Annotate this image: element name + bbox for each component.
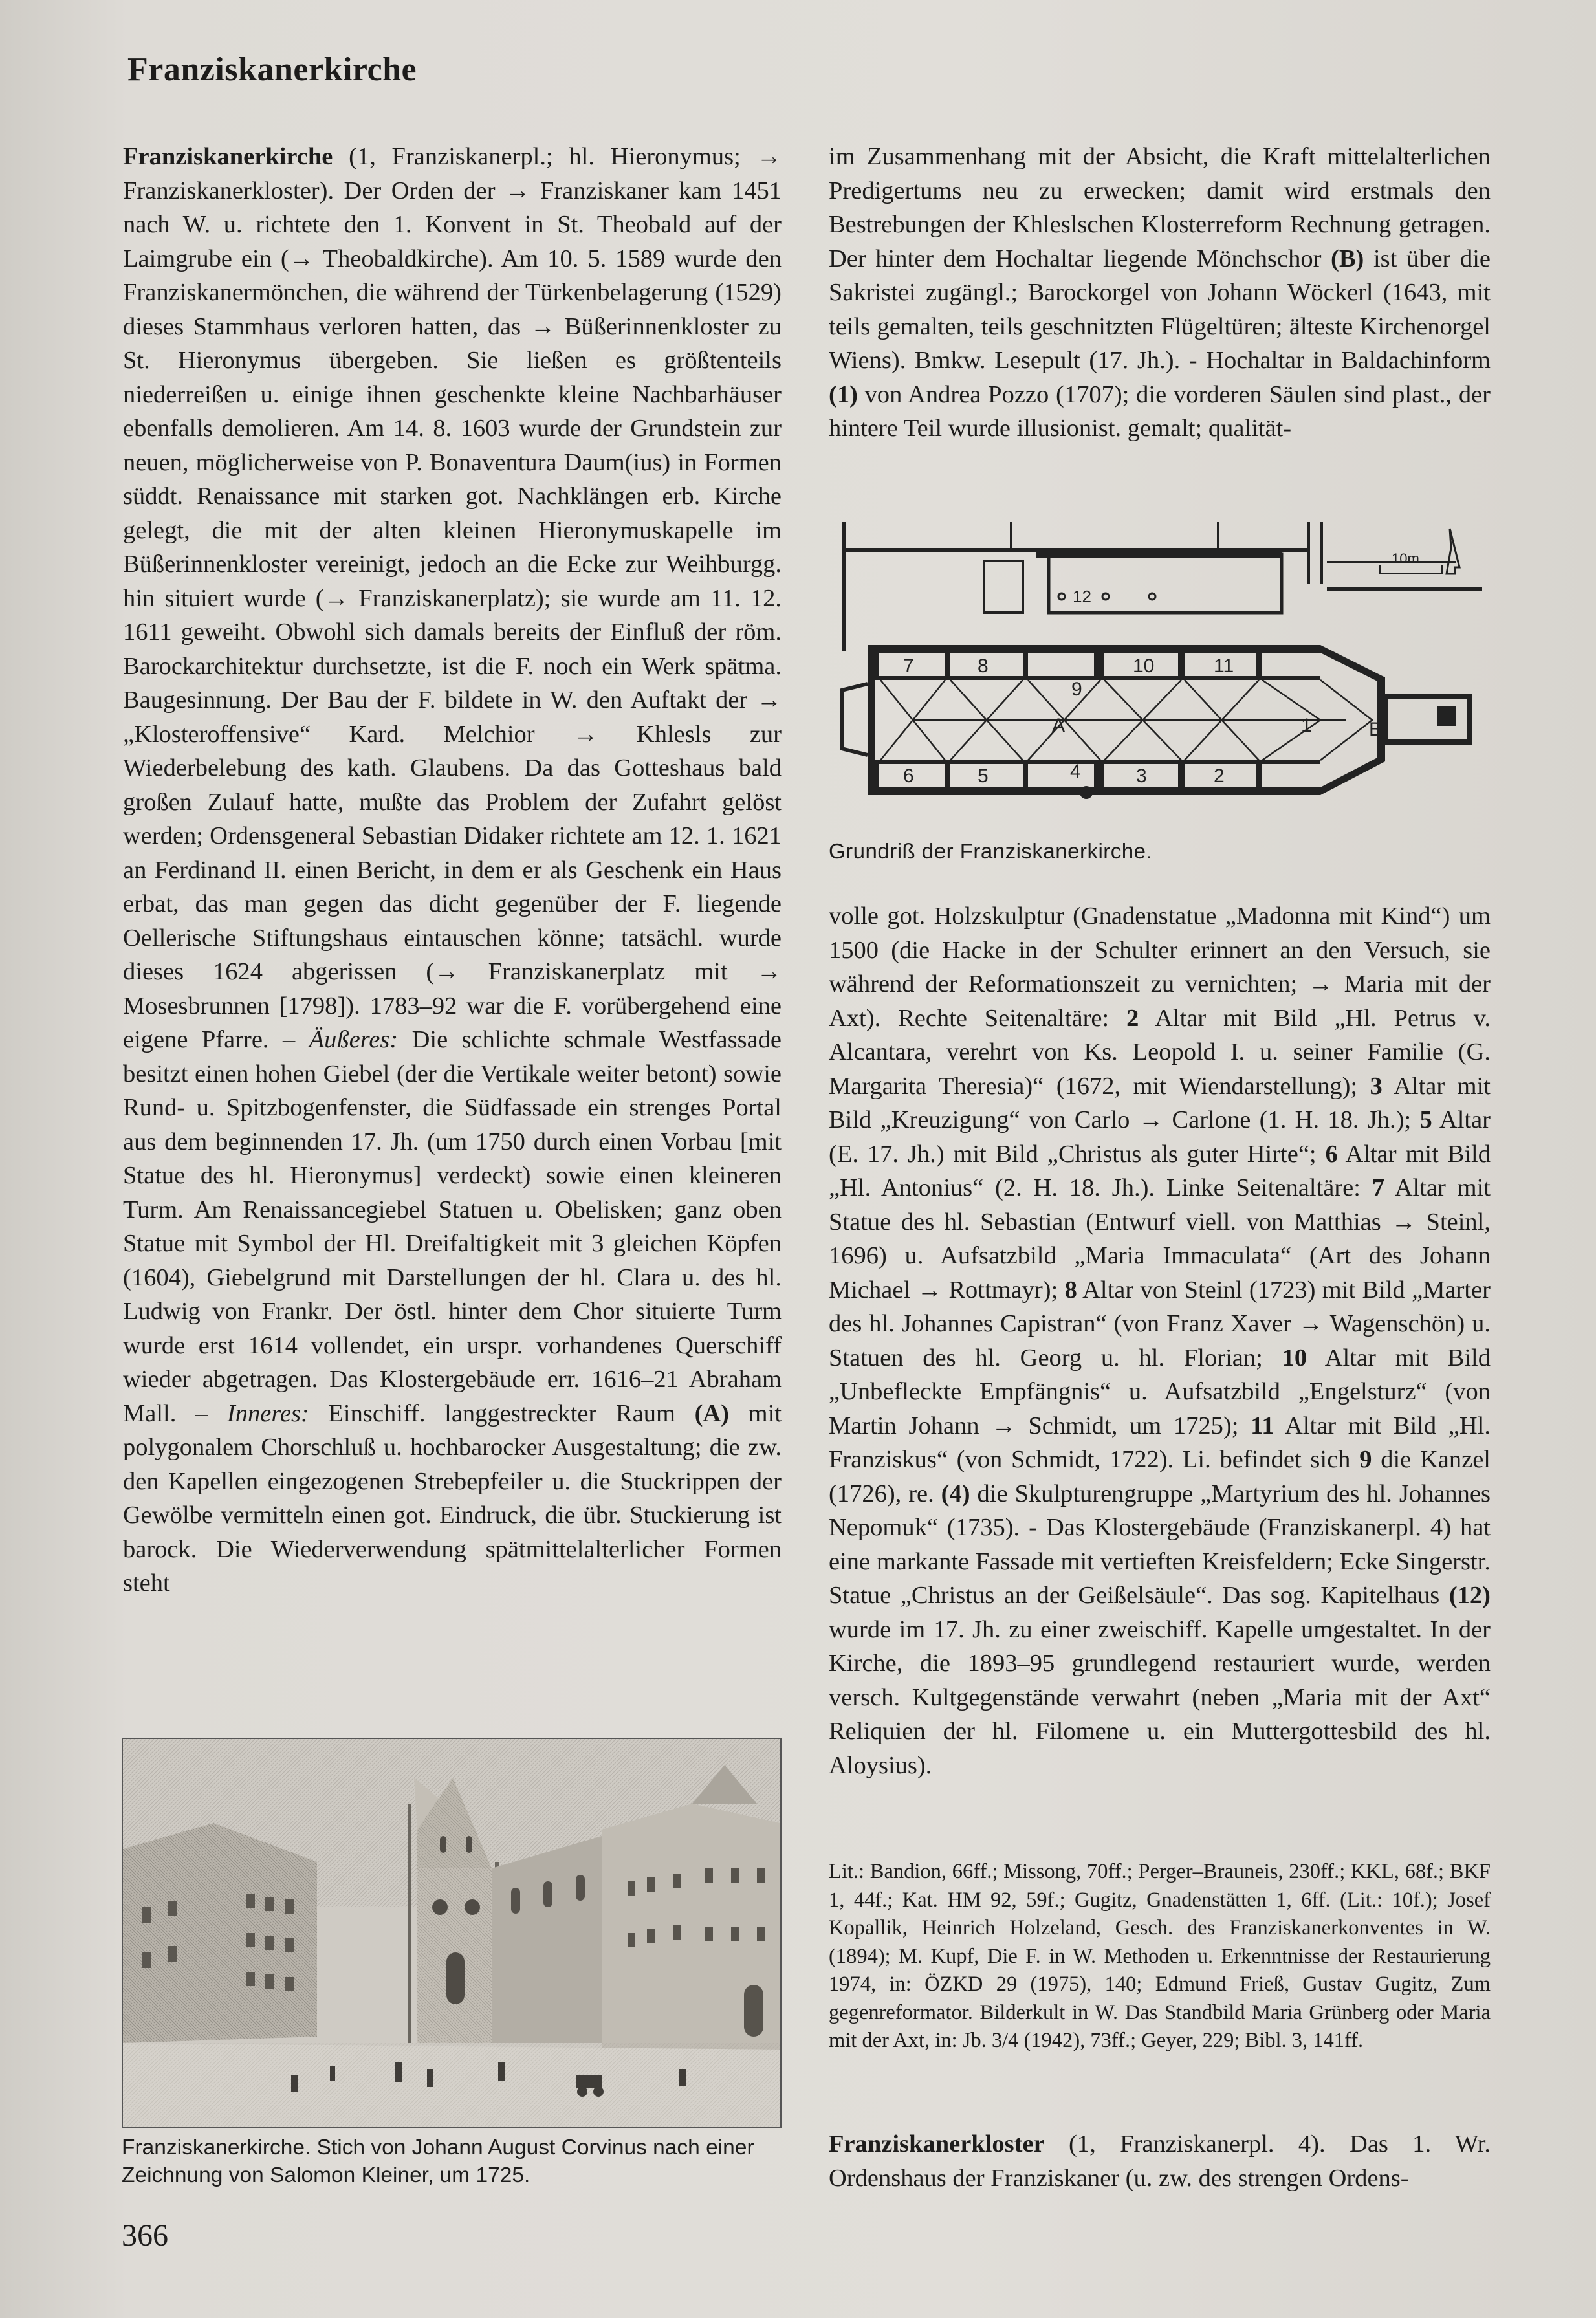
floor-plan-drawing: [829, 522, 1491, 833]
entry-franziskanerkirche: Franziskanerkirche (1, Franziskanerpl.; hl. Hieronymus; → Franziskanerkloster). Der Orden der → Franziskaner kam 1451 nach W. u. richtete den 1. Konvent in St. Theobald auf der Laimgrube ein (→ Theobaldkirche). Am 10. 5. 1589 wurde den Franziskanermönchen, die während der Türkenbelagerung (1529) dieses Stammhaus verloren hatten, das → Büßerinnenkloster zu St. Hieronymus übergeben. Sie ließen es größtenteils niederreißen u. einige ihnen geschenkte kleine Nachbarhäuser ebenfalls demolieren. Am 14. 8. 1603 wurde der Grundstein zur neuen, möglicherweise von P. Bonaventura Daum(ius) in Formen süddt. Renaissance mit starken got. Nachklängen erb. Kirche gelegt, die mit der alten kleinen Hieronymuskapelle im Büßerinnenkloster vereinigt, jedoch an die Ecke zur Weihburgg. hin situiert wurde (→ Franziskanerplatz); sie wurde am 11. 12. 1611 geweiht. Obwohl sich damals bereits der Einfluß der röm. Barockarchitektur durchsetzte, ist die F. noch ein Werk spätma. Baugesinnung. Der Bau der F. bildete in W. den Auftakt der → „Klosteroffensive“ Kard. Melchior → Khlesls zur Wiederbelebung des kath. Glaubens. Da das Gotteshaus bald großen Zulauf hatte, mußte das Problem der Zufahrt gelöst werden; Ordensgeneral Sebastian Didaker richtete am 12. 1. 1621 an Ferdinand II. einen Bericht, in dem er als Geschenk ein Haus erbat, das man gegen das dicht gegenüber der F. liegende Oellerische Stiftungshaus eintauschen könne; tatsächl. wurde dieses 1624 abgerissen (→ Franziskanerplatz mit → Mosesbrunnen [1798]). 1783–92 war die F. vorübergehend eine eigene Pfarre. – Äußeres: Die schlichte schmale Westfassade besitzt einen hohen Giebel (der die Vertikale weiter betont) sowie Rund- u. Spitzbogenfenster, die Südfassade ein strenges Portal aus dem beginnenden 17. Jh. (um 1750 durch einen Vorbau [mit Statue des hl. Hieronymus] verdeckt) sowie einen kleineren Turm. Am Renaissancegiebel Statuen u. Obelisken; ganz oben Statue mit Symbol der Hl. Dreifaltigkeit mit 3 gleichen Köpfen (1604), Giebelgrund mit Darstellungen der hl. Clara u. des hl. Ludwig von Frankr. Der östl. hinter dem Chor situierte Turm wurde erst 1614 vollendet, ein urspr. vorhandenes Querschiff wieder abgetragen. Das Klostergebäude err. 1616–21 Abraham Mall. – Inneres: Einschiff. langgestreckter Raum (A) mit polygonalem Chorschluß u. hochbarocker Ausgestaltung; die zw. den Kapellen eingezogenen Strebepfeiler u. die Stuckrippen der Gewölbe vermitteln einen got. Eindruck, die übr. Stuckierung ist barock. Die Wiederverwendung spätmittelalterlicher Formen steht: [123, 143, 782, 1597]
plan-label-10: 10: [1133, 655, 1155, 677]
engraving-drawing: [123, 1739, 780, 2127]
next-entry: Franziskanerkloster (1, Franziskanerpl. 4). Das 1. Wr. Ordenshaus der Franziskaner (u. zw. des strengen Ordens-: [829, 2130, 1491, 2192]
running-header: Franziskanerkirche: [127, 51, 417, 88]
lead-term: Franziskanerkirche: [123, 143, 333, 170]
plan-label-4: 4: [1070, 761, 1081, 782]
plan-label-8: 8: [978, 655, 989, 677]
plan-label-3: 3: [1136, 765, 1147, 787]
plan-label-5: 5: [978, 765, 989, 787]
left-column: [123, 140, 782, 1601]
plan-label-11: 11: [1214, 655, 1234, 677]
floor-plan: [829, 522, 1491, 833]
right-column-bottom: volle got. Holzskulptur (Gnadenstatue „Madonna mit Kind“) um 1500 (die Hacke in der Schulter erinnert an den Versuch, sie während der Reformationszeit zu vernichten; → Maria mit der Axt). Rechte Seitenaltäre: 2 Altar mit Bild „Hl. Petrus v. Alcantara, verehrt von Ks. Leopold I. u. seiner Familie (G. Margarita Theresia)“ (1672, mit Wiendarstellung); 3 Altar mit Bild „Kreuzigung“ von Carlo → Carlone (1. H. 18. Jh.); 5 Altar (E. 17. Jh.) mit Bild „Christus als guter Hirte“; 6 Altar mit Bild „Hl. Antonius“ (2. H. 18. Jh.). Linke Seitenaltäre: 7 Altar mit Statue des hl. Sebastian (Entwurf viell. von Matthias → Steinl, 1696) u. Aufsatzbild „Maria Immaculata“ (Art des Johann Michael → Rottmayr); 8 Altar von Steinl (1723) mit Bild „Marter des hl. Johannes Capistran“ (von Franz Xaver → Wagenschön) u. Statuen des hl. Georg u. hl. Florian; 10 Altar mit Bild „Unbefleckte Empfängnis“ u. Aufsatzbild „Engelsturz“ (von Martin Johann → Schmidt, um 1725); 11 Altar mit Bild „Hl. Franziskus“ (von Schmidt, 1722). Li. befindet sich 9 die Kanzel (1726), re. (4) die Skulpturengruppe „Martyrium des hl. Johannes Nepomuk“ (1735). - Das Klostergebäude (Franziskanerpl. 4) hat eine markante Fassade mit vertieften Kreisfeldern; Ecke Singerstr. Statue „Christus an der Geißelsäule“. Das sog. Kapitelhaus (12) wurde im 17. Jh. zu einer zweischiff. Kapelle umgestaltet. In der Kirche, die 1893–95 grundlegend restauriert wurde, werden versch. Kultgegenstände verwahrt (neben „Maria mit der Axt“ Reliquien der hl. Filomene u. ein Muttergottesbild des hl. Aloysius).: [829, 902, 1491, 1779]
plan-label-6: 6: [903, 765, 914, 787]
engraving-caption: Franziskanerkirche. Stich von Johann August Corvinus nach einer Zeichnung von Salomon Kleiner, um 1725.: [122, 2136, 754, 2187]
plan-scale-label: 10m: [1392, 551, 1419, 567]
engraving-illustration: [122, 1738, 782, 2128]
plan-label-1: 1: [1301, 715, 1312, 736]
plan-label-b: B: [1369, 719, 1383, 740]
literature-references: Lit.: Bandion, 66ff.; Missong, 70ff.; Perger–Brauneis, 230ff.; KKL, 68f.; BKF 1, 44f.; Kat. HM 92, 59f.; Gugitz, Gnadenstätten 1, 6ff. (Lit.: 10f.); Josef Kopallik, Heinrich Holzeland, Gesch. des Franziskanerkonventes in W. (1894); M. Kupf, Die F. in W. Methoden u. Erkenntnisse der Restaurierung 1974, in: ÖZKD 29 (1975), 140; Edmund Frieß, Gustav Gugitz, Zum gegenreformator. Bilderkult in W. Das Standbild Maria Grünberg oder Maria mit der Axt, in: Jb. 3/4 (1942), 73ff.; Geyer, 229; Bibl. 3, 141ff.: [829, 1860, 1491, 2052]
plan-label-a: A: [1052, 715, 1066, 736]
plan-label-9: 9: [1071, 679, 1082, 700]
next-entry-term: Franziskanerkloster: [829, 2130, 1045, 2158]
page-number: 366: [122, 2218, 168, 2253]
section-label-inneres: Inneres:: [226, 1399, 309, 1427]
plan-label-2: 2: [1214, 765, 1225, 787]
section-label-aeusseres: Äußeres:: [309, 1026, 399, 1053]
plan-label-7: 7: [903, 655, 914, 677]
floor-plan-caption: Grundriß der Franziskanerkirche.: [829, 839, 1153, 863]
right-column-top: im Zusammenhang mit der Absicht, die Kraft mittelalterlichen Predigertums neu zu erwecken; damit wird erstmals den Bestrebungen der Khleslschen Klosterreform Rechnung getragen. Der hinter dem Hochaltar liegende Mönchschor (B) ist über die Sakristei zugängl.; Barockorgel von Johann Wöckerl (1643, mit teils gemalten, teils geschnitzten Flügeltüren; älteste Kirchenorgel Wiens). Bmkw. Lesepult (17. Jh.). - Hochaltar in Baldachinform (1) von Andrea Pozzo (1707); die vorderen Säulen sind plast., der hintere Teil wurde illusionist. gemalt; qualität-: [829, 143, 1491, 442]
plan-label-12: 12: [1073, 587, 1091, 606]
